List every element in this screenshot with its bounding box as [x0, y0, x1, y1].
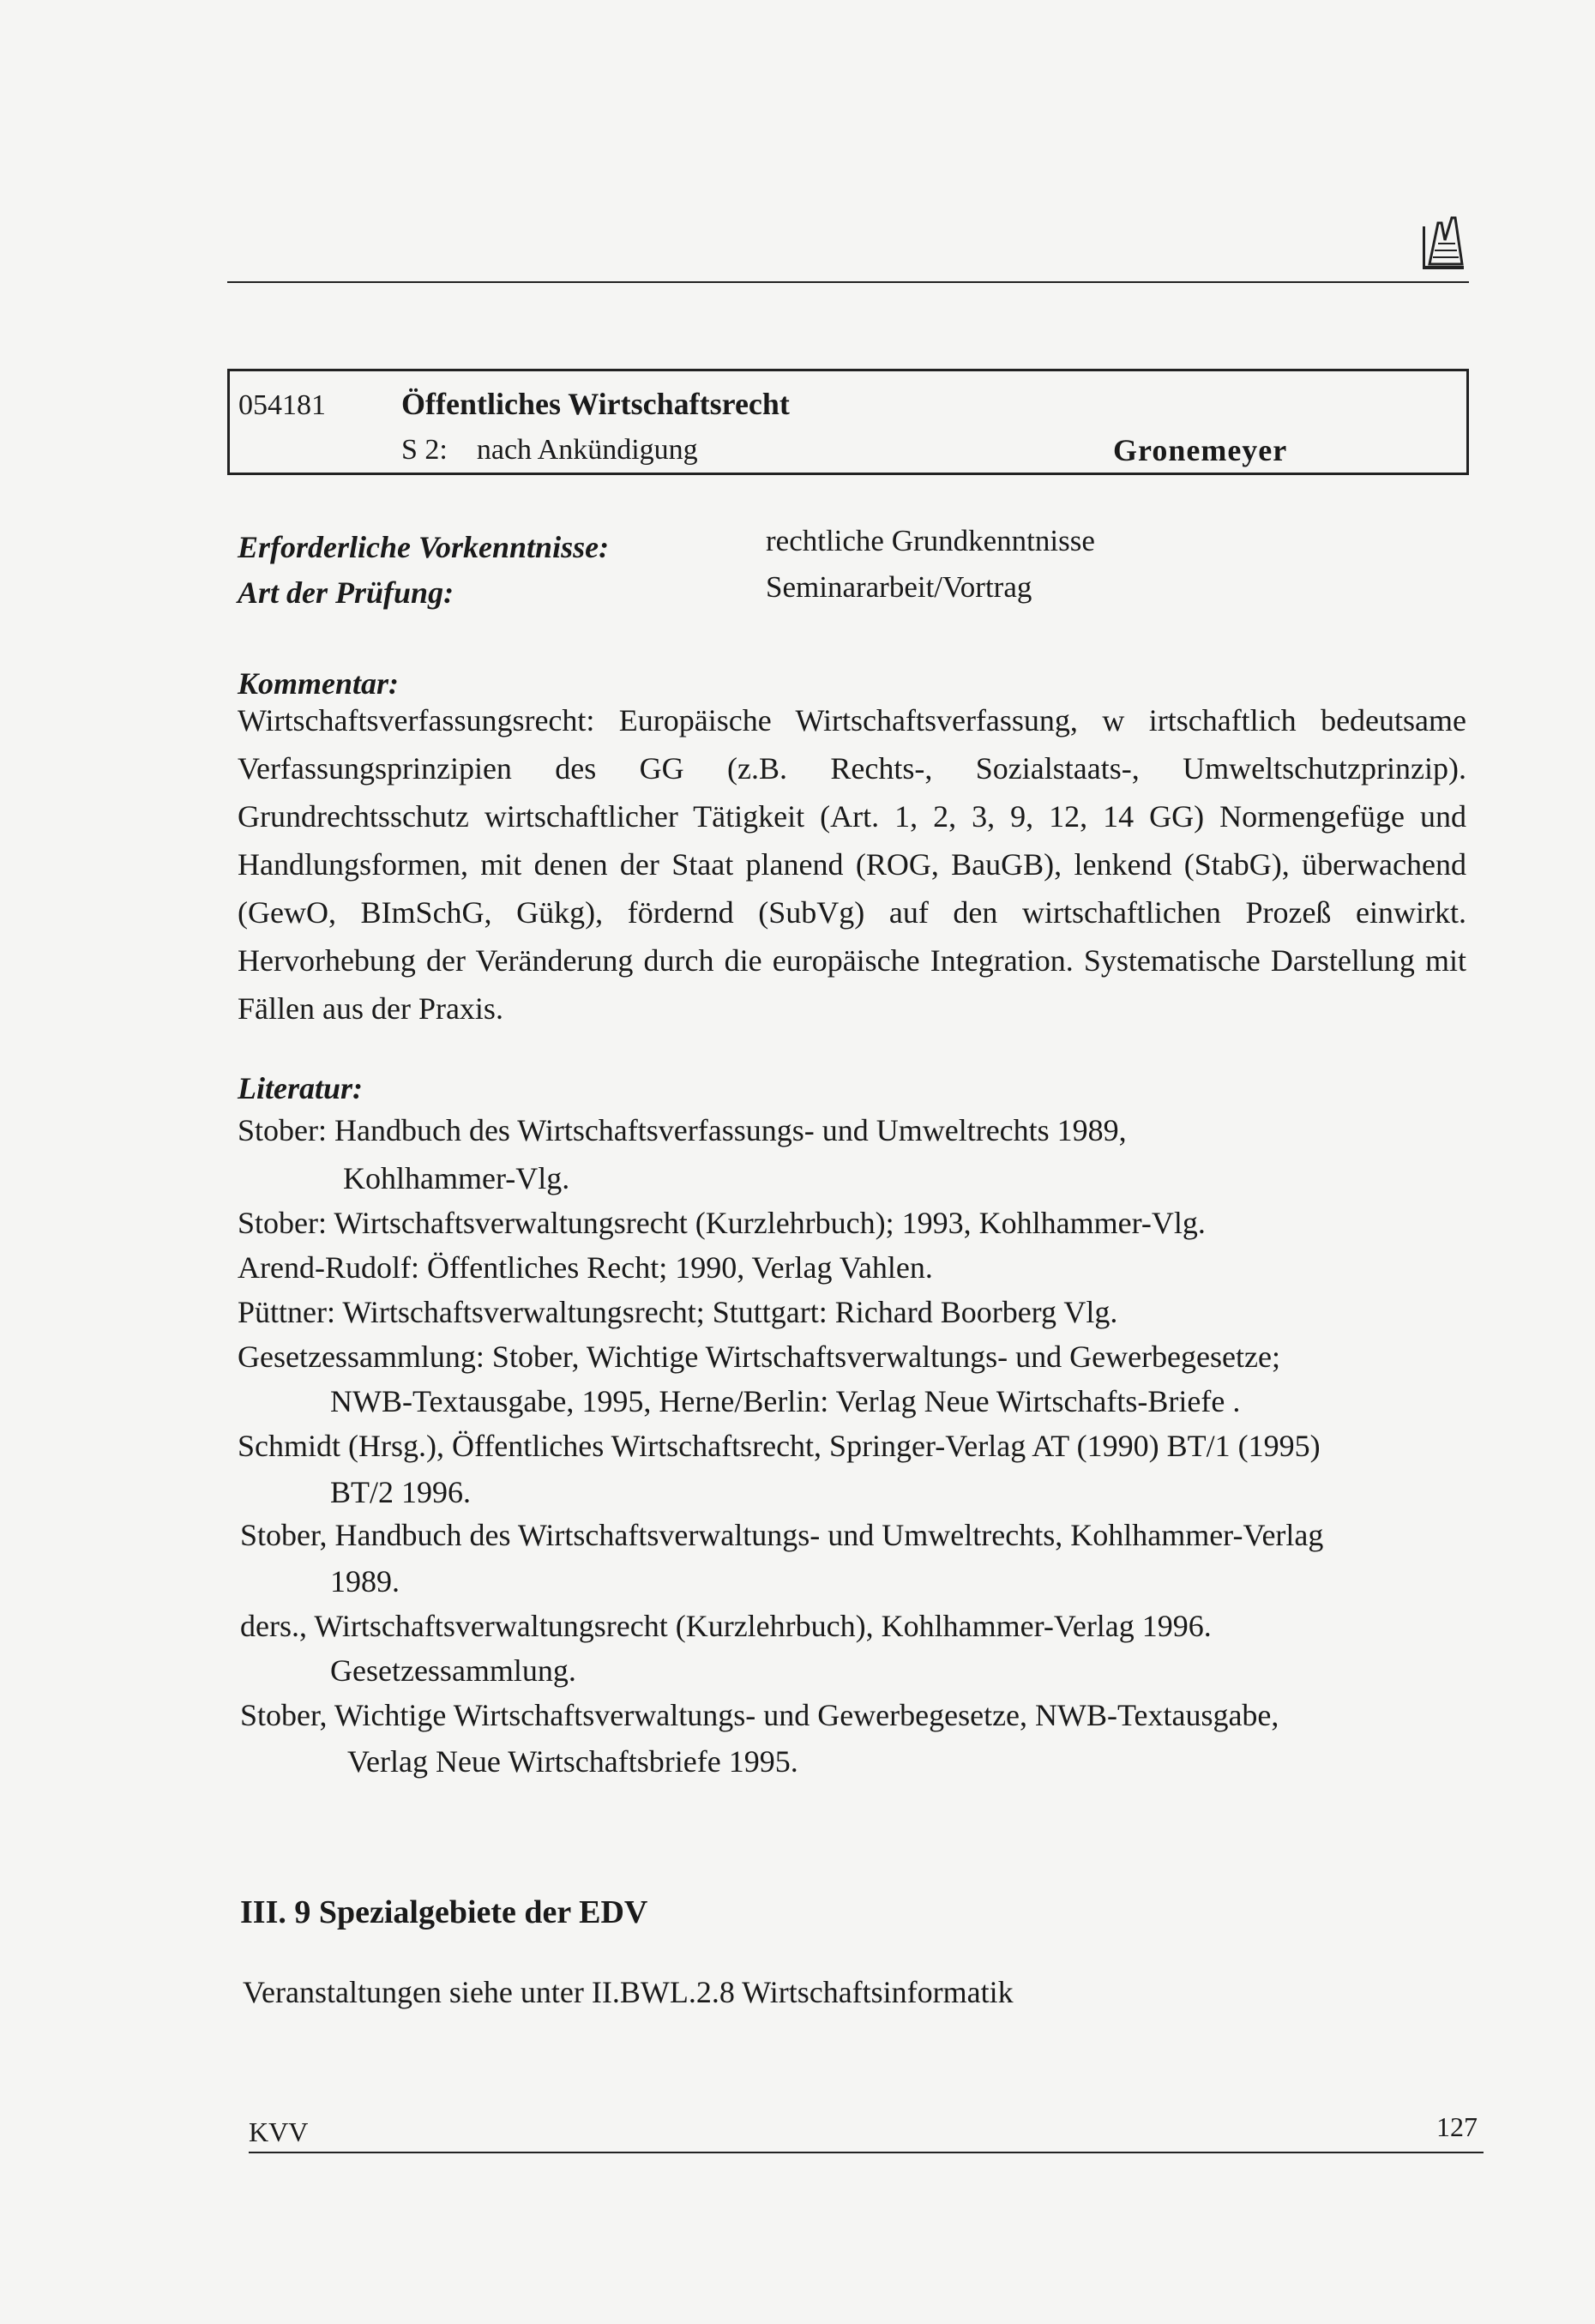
literature-line: Schmidt (Hrsg.), Öffentliches Wirtschaftsrecht, Springer-Verlag AT (1990) BT/1 (1995)	[238, 1429, 1321, 1463]
literature-line: Gesetzessammlung.	[330, 1653, 576, 1688]
comment-heading: Kommentar:	[238, 666, 400, 701]
course-title: Öffentliches Wirtschaftsrecht	[401, 387, 790, 421]
literature-line: BT/2 1996.	[330, 1475, 472, 1509]
literature-line: Gesetzessammlung: Stober, Wichtige Wirtschaftsverwaltungs- und Gewerbegesetze;	[238, 1340, 1280, 1374]
literature-line: Stober: Handbuch des Wirtschaftsverfassungs- und Umweltrechts 1989,	[238, 1113, 1127, 1147]
literature-line: Stober, Wichtige Wirtschaftsverwaltungs- und Gewerbegesetze, NWB-Textausgabe,	[240, 1698, 1279, 1732]
literature-line: ders., Wirtschaftsverwaltungsrecht (Kurzlehrbuch), Kohlhammer-Verlag 1996.	[240, 1609, 1212, 1643]
header-rule	[227, 281, 1469, 283]
literature-line: Verlag Neue Wirtschaftsbriefe 1995.	[347, 1744, 798, 1779]
literature-line: NWB-Textausgabe, 1995, Herne/Berlin: Verlag Neue Wirtschafts-Briefe .	[330, 1384, 1241, 1418]
section-heading: III. 9 Spezialgebiete der EDV	[240, 1894, 648, 1930]
course-lecturer: Gronemeyer	[1113, 433, 1288, 467]
prereq-value: rechtliche Grundkenntnisse	[766, 524, 1095, 557]
footer-label: KVV	[249, 2116, 309, 2147]
literature-line: Stober: Wirtschaftsverwaltungsrecht (Kurzlehrbuch); 1993, Kohlhammer-Vlg.	[238, 1206, 1206, 1240]
course-session: S 2: nach Ankündigung	[401, 434, 698, 466]
literature-line: Püttner: Wirtschaftsverwaltungsrecht; Stuttgart: Richard Boorberg Vlg.	[238, 1295, 1118, 1329]
literature-heading: Literatur:	[238, 1071, 364, 1105]
exam-value: Seminararbeit/Vortrag	[766, 570, 1032, 604]
literature-line: Arend-Rudolf: Öffentliches Recht; 1990, Verlag Vahlen.	[238, 1250, 933, 1285]
course-header-box	[227, 369, 1469, 475]
prereq-label: Erforderliche Vorkenntnisse:	[238, 530, 610, 564]
literature-line: Kohlhammer-Vlg.	[343, 1161, 570, 1195]
footer-rule	[249, 2152, 1484, 2153]
course-number: 054181	[238, 389, 326, 421]
page-number: 127	[1436, 2111, 1478, 2142]
literature-line: 1989.	[330, 1564, 400, 1599]
exam-label: Art der Prüfung:	[238, 575, 454, 610]
literature-line: Stober, Handbuch des Wirtschaftsverwaltungs- und Umweltrechts, Kohlhammer-Verlag	[240, 1518, 1324, 1552]
comment-body: Wirtschaftsverfassungsrecht: Europäische Wirtschaftsverfassung, w irtschaftlich bedeutsame Verfassungsprinzipien des GG (z.B. Rechts-, Sozialstaats-, Umweltschutzprinzip). Grundrechtsschutz wirtschaftlicher Tätigkeit (Art. 1, 2, 3, 9, 12, 14 GG) Normengefüge und Handlungsformen, mit denen der Staat planend (ROG, BauGB), lenkend (StabG), überwachend (GewO, BImSchG, Gükg), fördernd (SubVg) auf den wirtschaftlichen Prozeß einwirkt. Hervorhebung der Veränderung durch die europäische Integration. Systematische Darstellung mit Fällen aus der Praxis.	[238, 703, 1466, 1026]
publisher-logo-icon	[1419, 214, 1467, 274]
section-body: Veranstaltungen siehe unter II.BWL.2.8 Wirtschaftsinformatik	[243, 1975, 1014, 2009]
